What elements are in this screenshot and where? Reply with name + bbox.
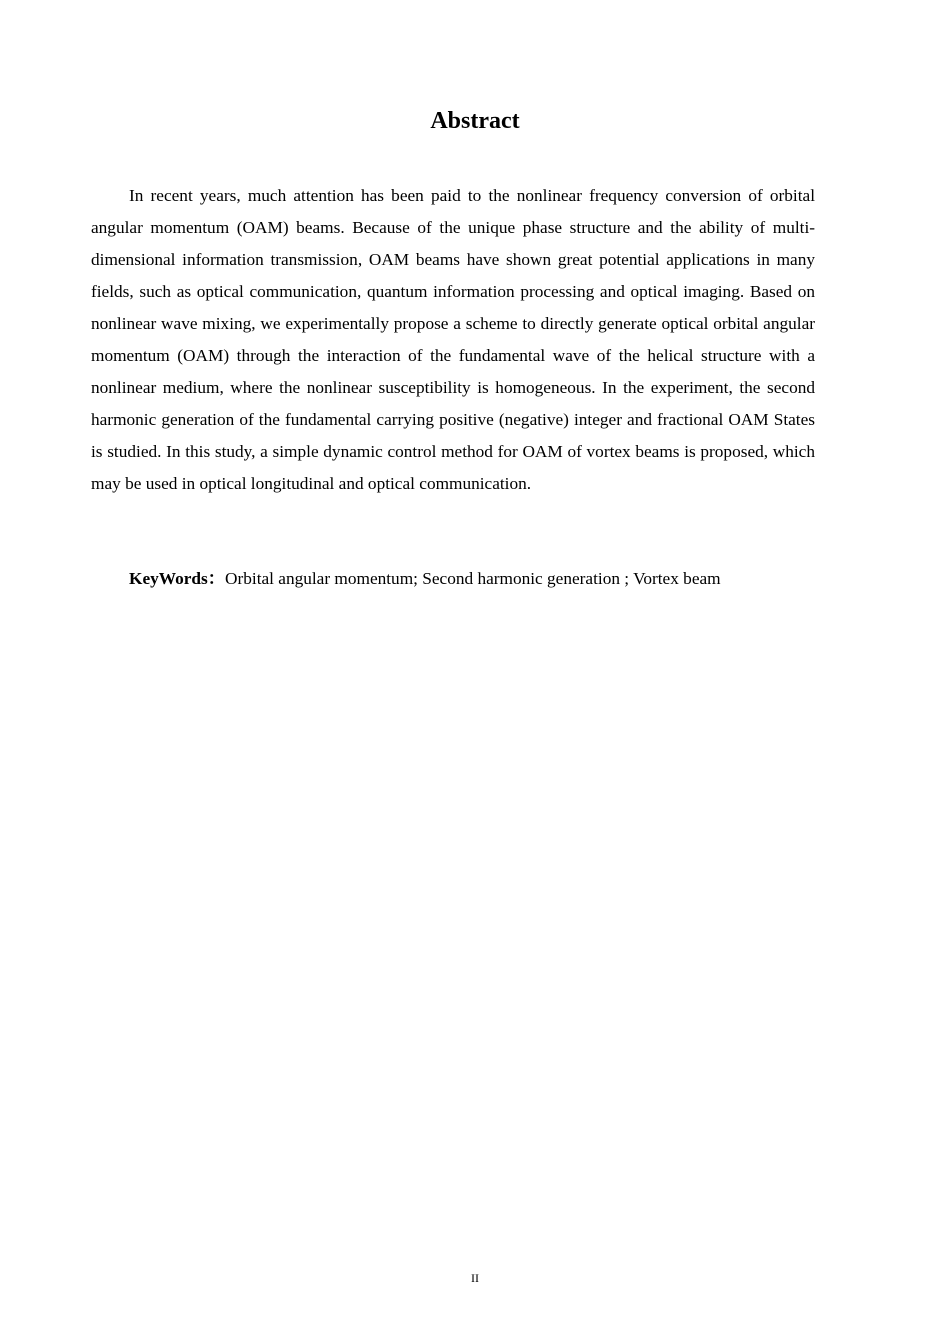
page-title: Abstract <box>430 108 520 134</box>
page-number: II <box>471 1271 479 1285</box>
abstract-paragraph: In recent years, much attention has been paid to the nonlinear frequency conversion of orbital angular momentum (OAM) beams. Because of the unique phase structure and the ability of multi-dimensional information transmission, OAM beams have shown great potential applications in many fields, such as optical communication, quantum information processing and optical imaging. Based on nonlinear wave mixing, we experimentally propose a scheme to directly generate optical orbital angular momentum (OAM) through the interaction of the fundamental wave of the helical structure with a nonlinear medium, where the nonlinear susceptibility is homogeneous. In the experiment, the second harmonic generation of the fundamental carrying positive (negative) integer and fractional OAM States is studied. In this study, a simple dynamic control method for OAM of vortex beams is proposed, which may be used in optical longitudinal and optical communication. <box>91 186 815 493</box>
keywords-text: Orbital angular momentum; Second harmonic generation ; Vortex beam <box>225 569 721 588</box>
keywords-line <box>129 563 829 595</box>
keywords-label: KeyWords： <box>129 569 226 588</box>
